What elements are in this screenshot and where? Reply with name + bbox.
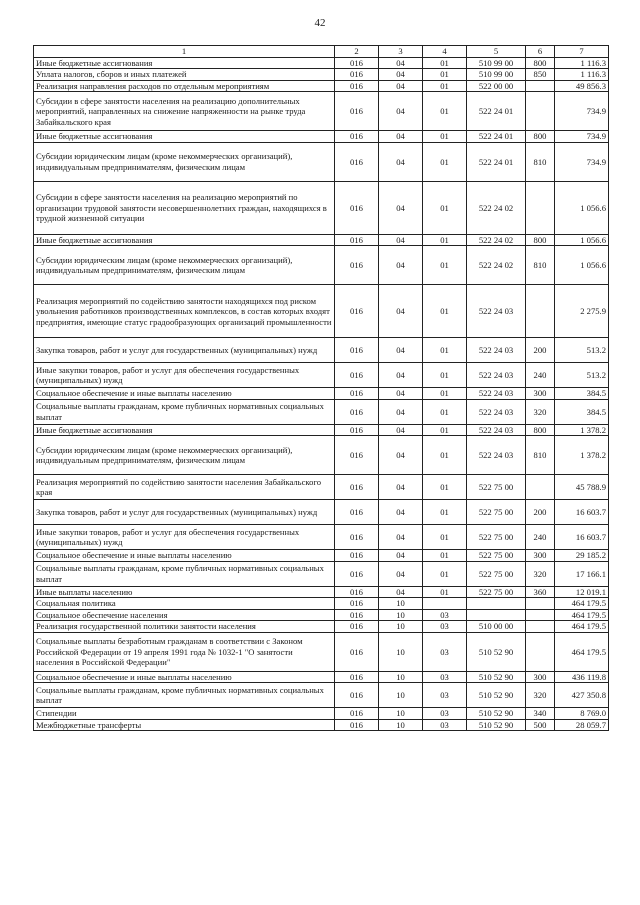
row-col-4: 01 — [423, 475, 467, 500]
row-col-2: 016 — [335, 632, 379, 671]
row-col-6: 850 — [526, 69, 555, 80]
row-col-7: 464 179.5 — [555, 609, 609, 620]
row-name: Субсидии в сфере занятости населения на реализацию дополнительных мероприятий, направленных на снижение напряженности на рынке труда Забайкальского края — [34, 92, 335, 131]
table-row — [34, 598, 609, 609]
row-name: Реализация направления расходов по отдельным мероприятиям — [34, 80, 335, 91]
table-row — [34, 525, 609, 550]
row-col-2: 016 — [335, 69, 379, 80]
row-col-5: 510 52 90 — [467, 683, 526, 708]
budget-table — [33, 45, 609, 731]
row-col-2: 016 — [335, 609, 379, 620]
row-name: Иные закупки товаров, работ и услуг для обеспечения государственных (муниципальных) нужд — [34, 363, 335, 388]
row-col-7: 734.9 — [555, 131, 609, 142]
row-col-7: 2 275.9 — [555, 285, 609, 338]
table-row — [34, 424, 609, 435]
row-col-4: 01 — [423, 80, 467, 91]
row-col-6 — [526, 632, 555, 671]
row-col-6: 800 — [526, 234, 555, 245]
row-col-5: 522 24 02 — [467, 246, 526, 285]
row-col-4: 01 — [423, 131, 467, 142]
row-col-2: 016 — [335, 234, 379, 245]
table-row — [34, 550, 609, 561]
row-col-3: 04 — [379, 399, 423, 424]
row-col-3: 04 — [379, 181, 423, 234]
row-col-3: 10 — [379, 598, 423, 609]
table-row — [34, 708, 609, 719]
row-col-5: 510 00 00 — [467, 621, 526, 632]
row-col-5: 510 99 00 — [467, 69, 526, 80]
row-col-6 — [526, 92, 555, 131]
row-col-5: 522 75 00 — [467, 500, 526, 525]
row-name: Межбюджетные трансферты — [34, 719, 335, 730]
row-col-3: 04 — [379, 436, 423, 475]
row-col-7: 734.9 — [555, 92, 609, 131]
row-col-2: 016 — [335, 399, 379, 424]
row-col-5: 522 24 03 — [467, 388, 526, 399]
row-col-3: 04 — [379, 388, 423, 399]
row-col-4: 03 — [423, 683, 467, 708]
table-row — [34, 609, 609, 620]
row-col-6: 340 — [526, 708, 555, 719]
table-row — [34, 80, 609, 91]
row-name: Социальные выплаты гражданам, кроме публичных нормативных социальных выплат — [34, 561, 335, 586]
row-col-5: 522 24 02 — [467, 181, 526, 234]
row-col-6: 320 — [526, 561, 555, 586]
row-col-5: 522 75 00 — [467, 561, 526, 586]
row-col-4: 01 — [423, 338, 467, 363]
row-col-4: 03 — [423, 708, 467, 719]
row-col-5: 522 24 03 — [467, 363, 526, 388]
row-col-3: 10 — [379, 609, 423, 620]
table-row — [34, 69, 609, 80]
table-body — [34, 58, 609, 731]
row-col-3: 10 — [379, 632, 423, 671]
row-col-5: 522 24 02 — [467, 234, 526, 245]
row-col-7: 28 059.7 — [555, 719, 609, 730]
table-row — [34, 285, 609, 338]
row-col-7: 17 166.1 — [555, 561, 609, 586]
row-name: Иные бюджетные ассигнования — [34, 58, 335, 69]
row-col-4: 01 — [423, 58, 467, 69]
row-name: Иные бюджетные ассигнования — [34, 234, 335, 245]
table-row — [34, 475, 609, 500]
row-col-6: 300 — [526, 388, 555, 399]
row-col-2: 016 — [335, 285, 379, 338]
row-col-6: 800 — [526, 424, 555, 435]
row-col-6 — [526, 621, 555, 632]
row-name: Иные бюджетные ассигнования — [34, 131, 335, 142]
row-col-3: 04 — [379, 92, 423, 131]
row-col-7: 464 179.5 — [555, 632, 609, 671]
row-name: Реализация мероприятий по содействию занятости находящихся под риском увольнения работников производственных комплексов, в состав которых входят предприятия, имеющие статус градообразующих организаций промышленности — [34, 285, 335, 338]
row-col-2: 016 — [335, 550, 379, 561]
table-row — [34, 338, 609, 363]
row-col-6: 300 — [526, 550, 555, 561]
row-col-6: 300 — [526, 671, 555, 682]
row-col-7: 8 769.0 — [555, 708, 609, 719]
row-name: Социальное обеспечение и иные выплаты населению — [34, 550, 335, 561]
row-col-2: 016 — [335, 561, 379, 586]
row-col-7: 513.2 — [555, 338, 609, 363]
row-col-4: 01 — [423, 561, 467, 586]
row-col-2: 016 — [335, 621, 379, 632]
row-col-3: 04 — [379, 475, 423, 500]
col-header: 7 — [555, 46, 609, 58]
row-col-4: 01 — [423, 586, 467, 597]
row-col-3: 04 — [379, 69, 423, 80]
row-col-7: 16 603.7 — [555, 500, 609, 525]
row-col-6: 200 — [526, 500, 555, 525]
row-col-7: 1 116.3 — [555, 69, 609, 80]
row-col-6: 320 — [526, 399, 555, 424]
row-col-4: 01 — [423, 399, 467, 424]
row-col-4: 01 — [423, 181, 467, 234]
row-col-7: 384.5 — [555, 399, 609, 424]
row-col-3: 04 — [379, 234, 423, 245]
row-col-5: 522 75 00 — [467, 586, 526, 597]
row-col-5: 522 00 00 — [467, 80, 526, 91]
row-col-7: 1 056.6 — [555, 181, 609, 234]
row-col-3: 04 — [379, 550, 423, 561]
row-col-4: 01 — [423, 142, 467, 181]
row-col-4: 03 — [423, 609, 467, 620]
row-col-7: 1 378.2 — [555, 424, 609, 435]
row-col-7: 384.5 — [555, 388, 609, 399]
row-col-3: 10 — [379, 621, 423, 632]
table-row — [34, 92, 609, 131]
row-col-6 — [526, 598, 555, 609]
table-row — [34, 181, 609, 234]
row-col-7: 45 788.9 — [555, 475, 609, 500]
row-col-2: 016 — [335, 181, 379, 234]
table-row — [34, 399, 609, 424]
row-col-5 — [467, 609, 526, 620]
table-row — [34, 58, 609, 69]
row-col-4: 01 — [423, 424, 467, 435]
row-name: Иные бюджетные ассигнования — [34, 424, 335, 435]
row-col-5: 522 75 00 — [467, 550, 526, 561]
row-col-3: 04 — [379, 246, 423, 285]
row-col-6: 500 — [526, 719, 555, 730]
row-col-2: 016 — [335, 708, 379, 719]
table-row — [34, 632, 609, 671]
row-name: Уплата налогов, сборов и иных платежей — [34, 69, 335, 80]
row-col-2: 016 — [335, 388, 379, 399]
col-header: 4 — [423, 46, 467, 58]
row-col-7: 734.9 — [555, 142, 609, 181]
row-col-2: 016 — [335, 92, 379, 131]
table-row — [34, 131, 609, 142]
row-col-7: 427 350.8 — [555, 683, 609, 708]
row-col-3: 04 — [379, 586, 423, 597]
row-col-2: 016 — [335, 586, 379, 597]
row-name: Социальные выплаты гражданам, кроме публичных нормативных социальных выплат — [34, 683, 335, 708]
row-col-3: 04 — [379, 500, 423, 525]
row-name: Социальное обеспечение и иные выплаты населению — [34, 671, 335, 682]
row-col-2: 016 — [335, 475, 379, 500]
table-row — [34, 500, 609, 525]
row-col-2: 016 — [335, 683, 379, 708]
table-row — [34, 142, 609, 181]
row-col-6: 320 — [526, 683, 555, 708]
row-col-6 — [526, 80, 555, 91]
row-name: Социальные выплаты безработным гражданам в соответствии с Законом Российской Федерации от 19 апреля 1991 года № 1032-1 "О занятости населения в Российской Федерации" — [34, 632, 335, 671]
row-col-4: 01 — [423, 550, 467, 561]
table-row — [34, 363, 609, 388]
row-col-2: 016 — [335, 58, 379, 69]
row-col-2: 016 — [335, 719, 379, 730]
row-name: Субсидии юридическим лицам (кроме некоммерческих организаций), индивидуальным предпринимателям, физическим лицам — [34, 246, 335, 285]
row-col-6: 810 — [526, 142, 555, 181]
row-col-6: 810 — [526, 436, 555, 475]
row-col-2: 016 — [335, 436, 379, 475]
row-col-7: 464 179.5 — [555, 621, 609, 632]
row-col-4: 01 — [423, 436, 467, 475]
row-col-4: 03 — [423, 719, 467, 730]
row-col-6: 810 — [526, 246, 555, 285]
table-row — [34, 234, 609, 245]
row-name: Социальное обеспечение населения — [34, 609, 335, 620]
table-row — [34, 246, 609, 285]
col-header: 6 — [526, 46, 555, 58]
row-col-2: 016 — [335, 363, 379, 388]
row-col-6: 240 — [526, 525, 555, 550]
row-name: Закупка товаров, работ и услуг для государственных (муниципальных) нужд — [34, 338, 335, 363]
row-col-2: 016 — [335, 80, 379, 91]
row-name: Социальное обеспечение и иные выплаты населению — [34, 388, 335, 399]
row-col-3: 10 — [379, 671, 423, 682]
row-name: Стипендии — [34, 708, 335, 719]
row-col-3: 04 — [379, 58, 423, 69]
row-col-2: 016 — [335, 142, 379, 181]
table-row — [34, 621, 609, 632]
row-col-6: 800 — [526, 131, 555, 142]
row-col-7: 513.2 — [555, 363, 609, 388]
row-col-3: 04 — [379, 131, 423, 142]
table-row — [34, 388, 609, 399]
row-col-5: 522 24 03 — [467, 436, 526, 475]
table-row — [34, 561, 609, 586]
row-col-4: 03 — [423, 621, 467, 632]
row-name: Субсидии в сфере занятости населения на реализацию мероприятий по организации трудовой занятости несовершеннолетних граждан, находящихся в трудной жизненной ситуации — [34, 181, 335, 234]
row-col-5: 510 99 00 — [467, 58, 526, 69]
row-col-6 — [526, 285, 555, 338]
col-header: 5 — [467, 46, 526, 58]
row-col-7: 16 603.7 — [555, 525, 609, 550]
row-col-7: 29 185.2 — [555, 550, 609, 561]
row-col-4: 01 — [423, 285, 467, 338]
row-col-4: 01 — [423, 234, 467, 245]
row-name: Субсидии юридическим лицам (кроме некоммерческих организаций), индивидуальным предпринимателям, физическим лицам — [34, 436, 335, 475]
row-col-2: 016 — [335, 500, 379, 525]
row-col-3: 04 — [379, 142, 423, 181]
row-col-7: 464 179.5 — [555, 598, 609, 609]
row-col-4 — [423, 598, 467, 609]
row-col-6 — [526, 181, 555, 234]
row-name: Иные выплаты населению — [34, 586, 335, 597]
row-col-2: 016 — [335, 131, 379, 142]
row-name: Реализация мероприятий по содействию занятости населения Забайкальского края — [34, 475, 335, 500]
table-row — [34, 719, 609, 730]
row-col-4: 01 — [423, 388, 467, 399]
page-number: 42 — [314, 17, 326, 29]
row-col-5: 522 24 01 — [467, 131, 526, 142]
row-name: Социальная политика — [34, 598, 335, 609]
table-row — [34, 683, 609, 708]
table-row — [34, 436, 609, 475]
row-col-2: 016 — [335, 246, 379, 285]
row-col-7: 436 119.8 — [555, 671, 609, 682]
row-col-7: 1 056.6 — [555, 234, 609, 245]
row-col-5: 522 24 03 — [467, 399, 526, 424]
row-col-3: 04 — [379, 363, 423, 388]
row-col-3: 04 — [379, 525, 423, 550]
row-col-5: 522 24 01 — [467, 142, 526, 181]
row-col-7: 1 056.6 — [555, 246, 609, 285]
table-row — [34, 671, 609, 682]
row-col-5: 522 24 01 — [467, 92, 526, 131]
row-col-4: 01 — [423, 92, 467, 131]
row-col-6 — [526, 475, 555, 500]
row-col-5: 510 52 90 — [467, 632, 526, 671]
row-col-5: 510 52 90 — [467, 719, 526, 730]
row-col-3: 04 — [379, 338, 423, 363]
row-col-4: 01 — [423, 363, 467, 388]
row-col-3: 04 — [379, 285, 423, 338]
row-col-6: 360 — [526, 586, 555, 597]
row-col-2: 016 — [335, 671, 379, 682]
row-col-3: 04 — [379, 424, 423, 435]
row-name: Социальные выплаты гражданам, кроме публичных нормативных социальных выплат — [34, 399, 335, 424]
row-name: Иные закупки товаров, работ и услуг для обеспечения государственных (муниципальных) нужд — [34, 525, 335, 550]
row-col-4: 03 — [423, 632, 467, 671]
row-col-6: 200 — [526, 338, 555, 363]
row-col-6: 800 — [526, 58, 555, 69]
row-col-5: 510 52 90 — [467, 671, 526, 682]
row-col-3: 04 — [379, 561, 423, 586]
row-col-3: 10 — [379, 708, 423, 719]
row-col-7: 49 856.3 — [555, 80, 609, 91]
row-col-3: 04 — [379, 80, 423, 91]
row-col-7: 1 116.3 — [555, 58, 609, 69]
row-col-5: 522 24 03 — [467, 338, 526, 363]
row-col-3: 10 — [379, 719, 423, 730]
row-col-2: 016 — [335, 338, 379, 363]
table-row — [34, 586, 609, 597]
row-col-5: 522 24 03 — [467, 424, 526, 435]
col-header: 2 — [335, 46, 379, 58]
col-header: 1 — [34, 46, 335, 58]
col-header: 3 — [379, 46, 423, 58]
row-col-5: 522 75 00 — [467, 475, 526, 500]
row-col-3: 10 — [379, 683, 423, 708]
row-col-5: 522 75 00 — [467, 525, 526, 550]
row-col-6 — [526, 609, 555, 620]
row-name: Субсидии юридическим лицам (кроме некоммерческих организаций), индивидуальным предпринимателям, физическим лицам — [34, 142, 335, 181]
row-col-4: 01 — [423, 246, 467, 285]
row-col-7: 12 019.1 — [555, 586, 609, 597]
row-col-2: 016 — [335, 525, 379, 550]
row-name: Реализация государственной политики занятости населения — [34, 621, 335, 632]
row-col-4: 03 — [423, 671, 467, 682]
row-col-4: 01 — [423, 500, 467, 525]
row-name: Закупка товаров, работ и услуг для государственных (муниципальных) нужд — [34, 500, 335, 525]
row-col-4: 01 — [423, 69, 467, 80]
header-row — [34, 46, 609, 58]
row-col-4: 01 — [423, 525, 467, 550]
row-col-5: 510 52 90 — [467, 708, 526, 719]
row-col-5: 522 24 03 — [467, 285, 526, 338]
row-col-2: 016 — [335, 598, 379, 609]
row-col-7: 1 378.2 — [555, 436, 609, 475]
row-col-5 — [467, 598, 526, 609]
row-col-2: 016 — [335, 424, 379, 435]
row-col-6: 240 — [526, 363, 555, 388]
